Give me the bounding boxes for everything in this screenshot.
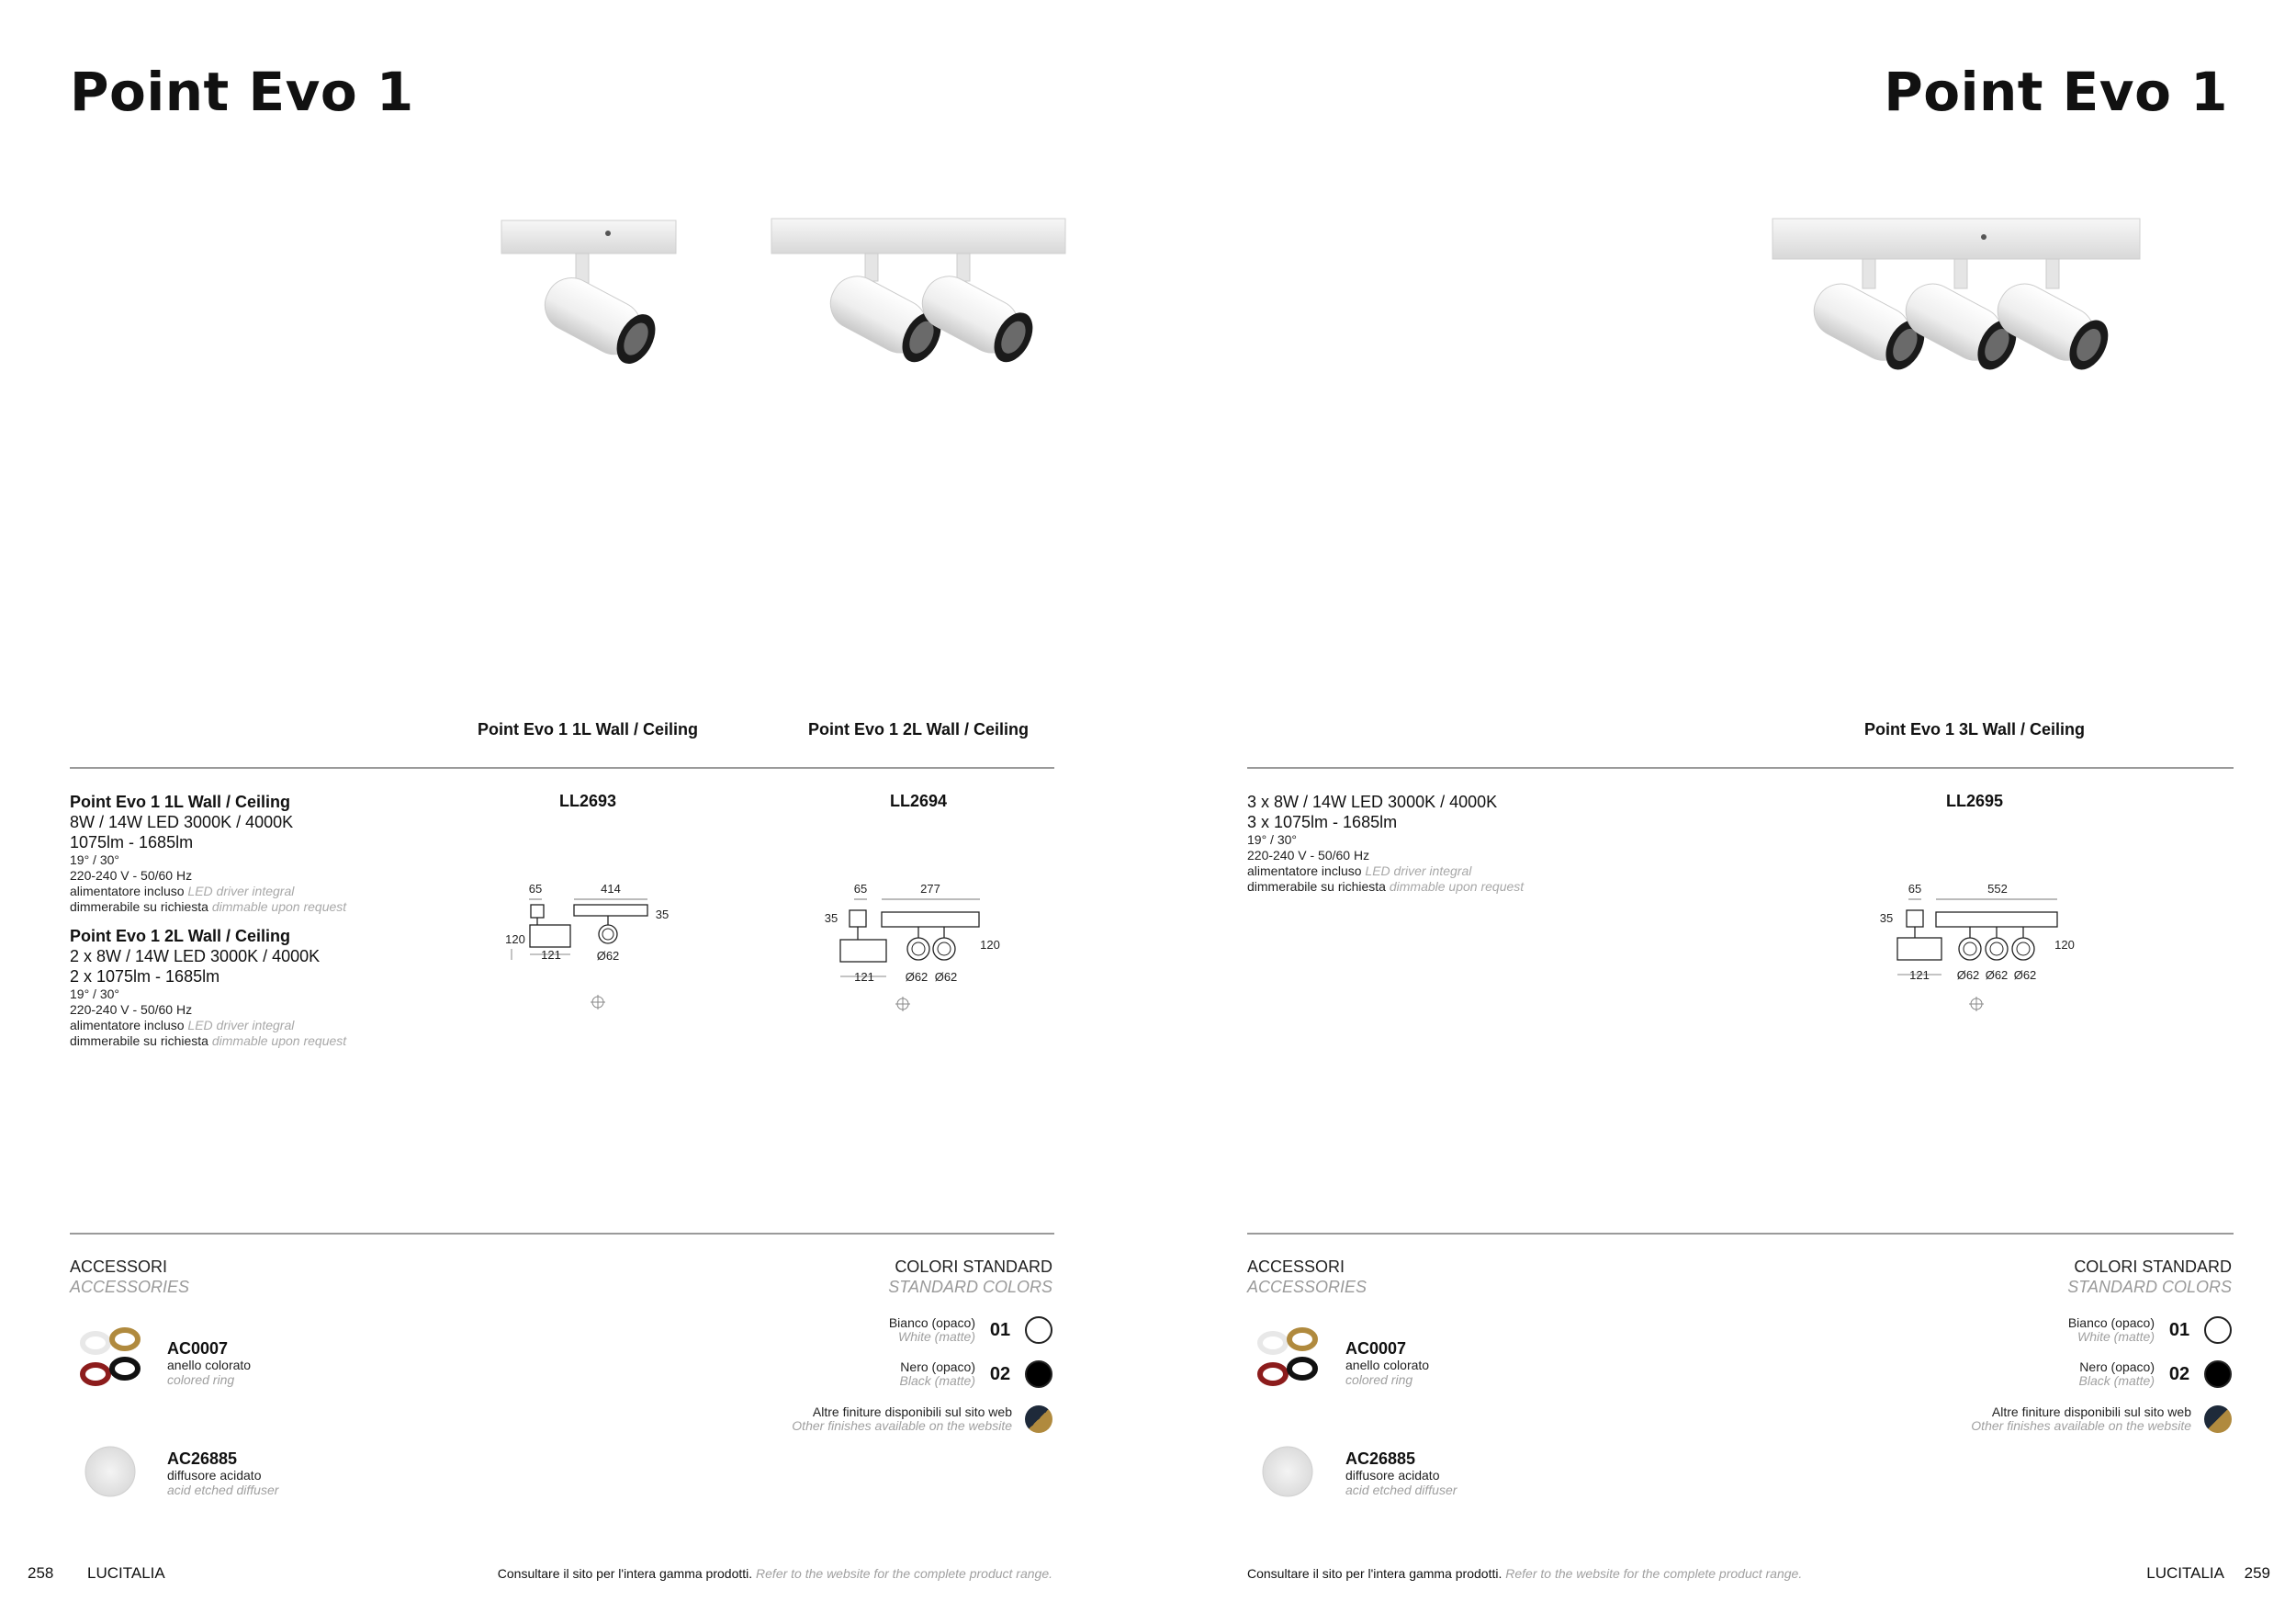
accessory-desc: anello colorato: [1345, 1358, 1430, 1372]
svg-text:Ø62: Ø62: [934, 970, 958, 984]
accessory-code: AC0007: [167, 1339, 229, 1358]
svg-text:121: 121: [541, 948, 561, 962]
color-black: Nero (opaco) Black (matte) 02: [667, 1352, 1052, 1396]
divider-top-right: [1247, 767, 2234, 769]
svg-text:65: 65: [853, 882, 868, 896]
colored-ring-image: [75, 1323, 149, 1396]
svg-text:414: 414: [601, 882, 621, 896]
product-code-2l: LL2694: [889, 792, 948, 810]
spec-power: 2 x 8W / 14W LED 3000K / 4000K: [70, 947, 321, 965]
svg-text:65: 65: [528, 882, 543, 896]
svg-text:Ø62: Ø62: [596, 949, 620, 963]
color-other: Altre finiture disponibili sul sito web Other finishes available on the website: [667, 1396, 1052, 1442]
spec-voltage: 220-240 V - 50/60 Hz: [1247, 848, 1370, 863]
svg-text:65: 65: [1908, 882, 1922, 896]
footer-note-left: Consultare il sito per l'intera gamma prodotti. Refer to the website for the complete product range.: [497, 1566, 1052, 1581]
accessories-heading-left: ACCESSORI ACCESSORIES: [70, 1257, 190, 1296]
black-swatch: [1025, 1360, 1052, 1388]
svg-text:120: 120: [505, 932, 525, 946]
svg-text:121: 121: [1909, 968, 1930, 982]
colors-heading-left: COLORI STANDARD STANDARD COLORS: [888, 1257, 1052, 1296]
svg-text:Ø62: Ø62: [905, 970, 929, 984]
accessory-ac0007: [1345, 1339, 1429, 1387]
svg-text:121: 121: [854, 970, 874, 984]
spec-dimming: dimmerabile su richiesta dimmable upon request: [1247, 879, 1525, 894]
spec-dimming: dimmerabile su richiesta dimmable upon request: [70, 1033, 347, 1048]
spec-angle: 19° / 30°: [70, 852, 120, 867]
product-caption-1l: Point Evo 1 1L Wall / Ceiling: [477, 720, 699, 739]
accessory-desc-en: acid etched diffuser: [1345, 1483, 1458, 1497]
colored-ring-image: [1253, 1323, 1326, 1396]
svg-text:Ø62: Ø62: [2013, 968, 2037, 982]
product-image-2l: [762, 202, 1075, 404]
spec-voltage: 220-240 V - 50/60 Hz: [70, 868, 193, 883]
spec-flux: 2 x 1075lm - 1685lm: [70, 967, 220, 986]
accessory-ac26885: [1345, 1449, 1457, 1497]
accessories-heading-right: ACCESSORI ACCESSORIES: [1247, 1257, 1367, 1296]
accessory-desc-en: colored ring: [167, 1372, 235, 1387]
spec-angle: 19° / 30°: [1247, 832, 1298, 847]
spec-driver: alimentatore incluso LED driver integral: [70, 1018, 295, 1032]
spec-block-2l: [70, 926, 456, 1049]
product-caption-2l: Point Evo 1 2L Wall / Ceiling: [807, 720, 1030, 739]
accessory-code: AC0007: [1345, 1339, 1407, 1358]
svg-text:35: 35: [1879, 911, 1894, 925]
color-other: Altre finiture disponibili sul sito web Other finishes available on the website: [1846, 1396, 2232, 1442]
page-number-left: 258: [28, 1564, 54, 1582]
brand-right: LUCITALIA: [2146, 1564, 2224, 1582]
brand-left: LUCITALIA: [87, 1564, 165, 1582]
page-title-right: Point Evo 1: [1884, 61, 2228, 123]
product-code-3l: LL2695: [1945, 792, 2004, 810]
white-swatch: [2204, 1316, 2232, 1344]
spec-driver: alimentatore incluso LED driver integral: [1247, 863, 1472, 878]
spec-name: Point Evo 1 2L Wall / Ceiling: [70, 927, 291, 945]
page-title-left: Point Evo 1: [70, 61, 414, 123]
spec-power: 3 x 8W / 14W LED 3000K / 4000K: [1247, 793, 1498, 811]
spec-flux: 1075lm - 1685lm: [70, 833, 194, 851]
spec-angle: 19° / 30°: [70, 987, 120, 1001]
svg-text:277: 277: [920, 882, 940, 896]
footer-note-right: Consultare il sito per l'intera gamma prodotti. Refer to the website for the complete product range.: [1247, 1566, 1803, 1581]
svg-text:120: 120: [980, 938, 1000, 952]
accessory-desc: diffusore acidato: [1345, 1468, 1440, 1483]
spec-voltage: 220-240 V - 50/60 Hz: [70, 1002, 193, 1017]
spec-driver: alimentatore incluso LED driver integral: [70, 884, 295, 898]
spec-power: 8W / 14W LED 3000K / 4000K: [70, 813, 294, 831]
divider-bottom-left: [70, 1233, 1054, 1235]
black-swatch: [2204, 1360, 2232, 1388]
divider-bottom-right: [1247, 1233, 2234, 1235]
spec-block-1l: [70, 792, 456, 915]
accessory-ac0007: [167, 1339, 251, 1387]
technical-drawing-2l: [822, 877, 1006, 1015]
white-swatch: [1025, 1316, 1052, 1344]
accessory-ac26885: [167, 1449, 278, 1497]
color-list-right: [1846, 1308, 2232, 1442]
svg-text:Ø62: Ø62: [1956, 968, 1980, 982]
page-number-right: 259: [2244, 1564, 2270, 1582]
accessory-code: AC26885: [167, 1449, 238, 1468]
product-caption-3l: Point Evo 1 3L Wall / Ceiling: [1863, 720, 2086, 739]
svg-text:120: 120: [2054, 938, 2075, 952]
product-code-1l: LL2693: [558, 792, 617, 810]
finishes-swatch: [2204, 1405, 2232, 1433]
accessory-desc: anello colorato: [167, 1358, 252, 1372]
diffuser-image: [1260, 1444, 1315, 1499]
spec-flux: 3 x 1075lm - 1685lm: [1247, 813, 1398, 831]
product-image-1l: [459, 202, 698, 404]
accessory-code: AC26885: [1345, 1449, 1416, 1468]
colors-heading-right: COLORI STANDARD STANDARD COLORS: [2067, 1257, 2232, 1296]
accessory-desc: diffusore acidato: [167, 1468, 262, 1483]
color-list-left: [667, 1308, 1052, 1442]
color-white: Bianco (opaco) White (matte) 01: [1846, 1308, 2232, 1352]
spec-block-3l: [1247, 792, 1633, 895]
technical-drawing-3l: [1874, 877, 2094, 1015]
accessory-desc-en: acid etched diffuser: [167, 1483, 279, 1497]
svg-text:35: 35: [824, 911, 838, 925]
svg-text:552: 552: [1987, 882, 2008, 896]
svg-text:Ø62: Ø62: [1985, 968, 2009, 982]
svg-text:35: 35: [655, 908, 670, 921]
color-black: Nero (opaco) Black (matte) 02: [1846, 1352, 2232, 1396]
color-white: Bianco (opaco) White (matte) 01: [667, 1308, 1052, 1352]
divider-top-left: [70, 767, 1054, 769]
diffuser-image: [83, 1444, 138, 1499]
product-image-3l: [1745, 202, 2158, 404]
spec-dimming: dimmerabile su richiesta dimmable upon request: [70, 899, 347, 914]
finishes-swatch: [1025, 1405, 1052, 1433]
technical-drawing-1l: [501, 877, 684, 1015]
accessory-desc-en: colored ring: [1345, 1372, 1413, 1387]
spec-name: Point Evo 1 1L Wall / Ceiling: [70, 793, 291, 811]
